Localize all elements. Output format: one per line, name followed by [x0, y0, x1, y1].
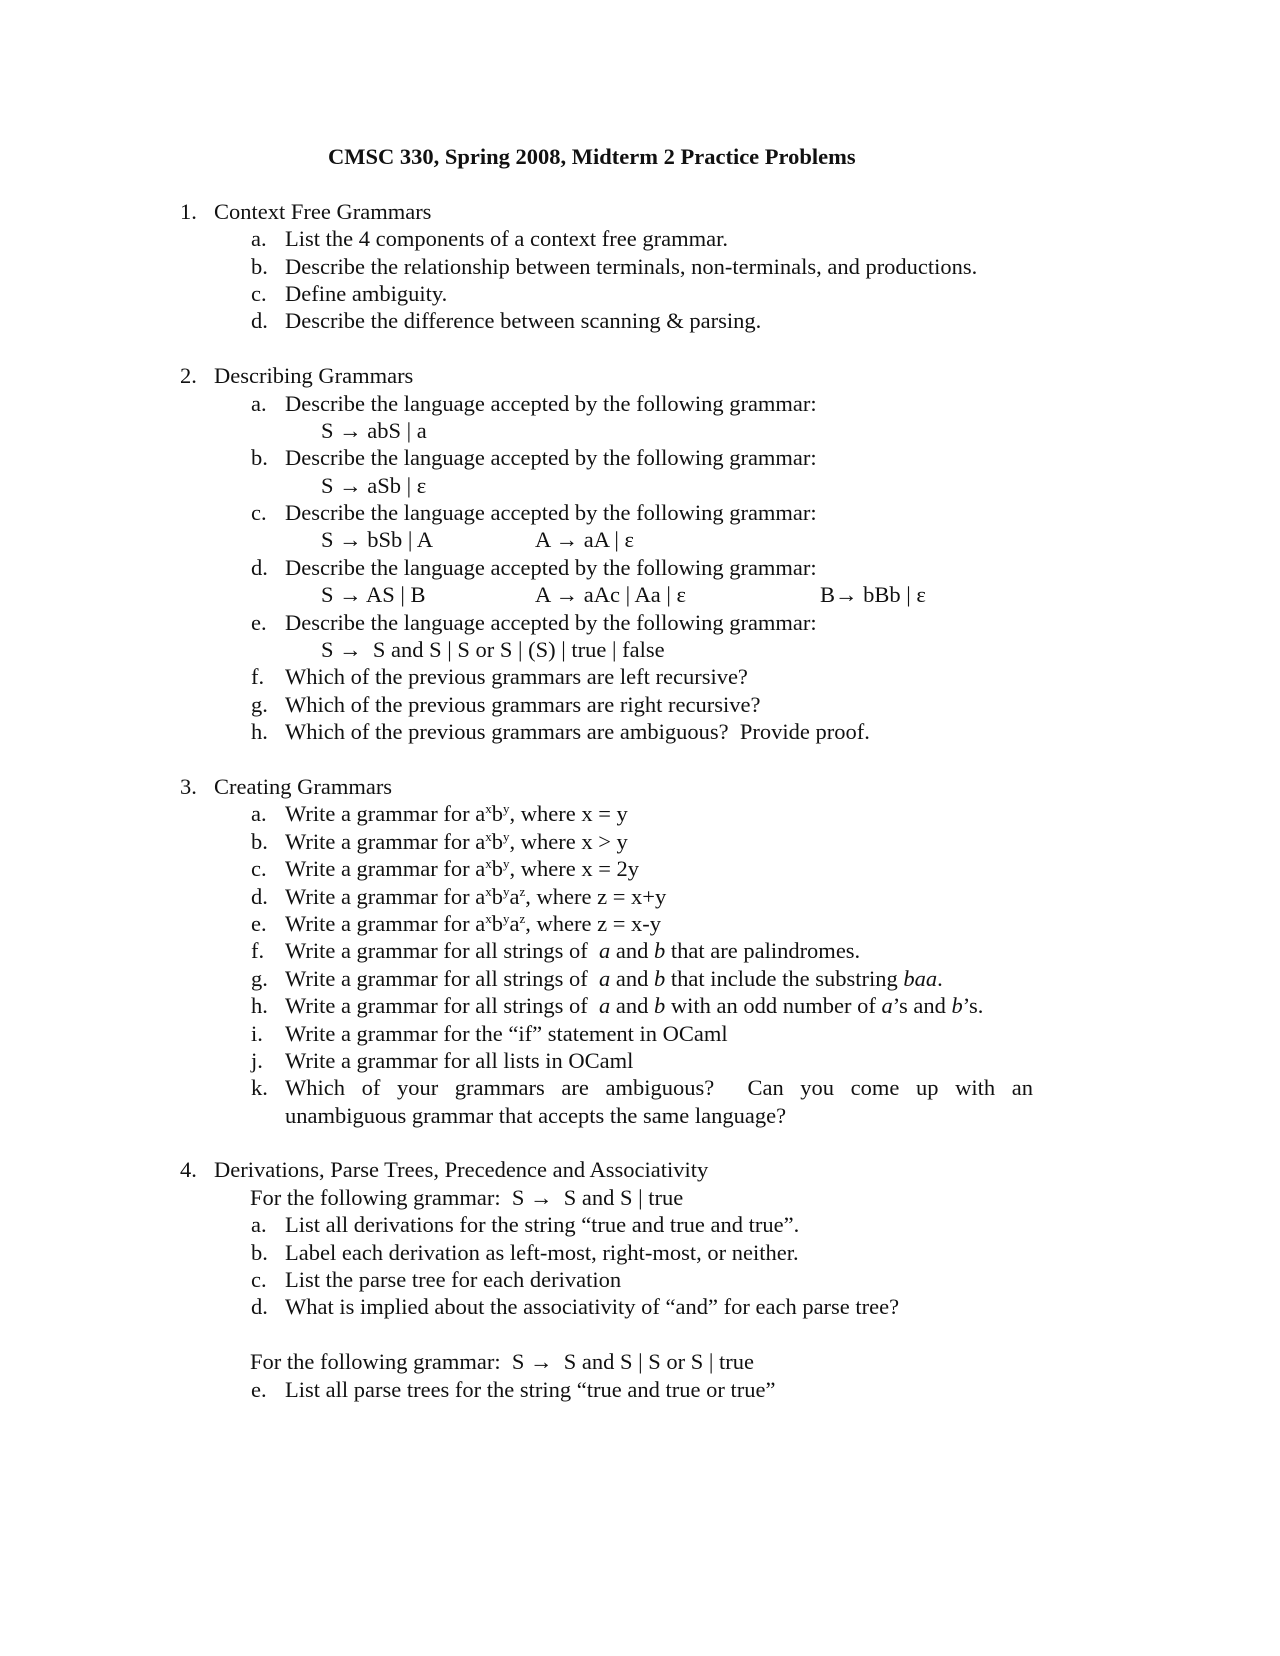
title-line [0, 143, 1280, 170]
text-segment: Describe the language accepted by the following grammar: [285, 609, 817, 635]
item-letter: a. [251, 390, 267, 416]
question-item [0, 1020, 1280, 1047]
item-letter: a. [251, 226, 267, 252]
question-item [0, 390, 1280, 417]
text-segment: Write a grammar for all strings of [285, 993, 599, 1019]
section-title: Describing Grammars [214, 363, 414, 389]
blank-line [0, 335, 1280, 362]
question-item [0, 965, 1280, 992]
item-letter: e. [251, 1376, 267, 1402]
text-segment: , where x > y [509, 828, 628, 854]
text-segment: b [491, 828, 503, 854]
text-segment: a [599, 965, 611, 991]
item-letter: d. [251, 1294, 268, 1320]
item-text [285, 828, 628, 858]
item-text [285, 253, 977, 280]
item-letter: d. [251, 554, 268, 580]
question-item [0, 280, 1280, 307]
grammar-production: S → abS | a [321, 417, 427, 443]
text-segment: with an odd number of [665, 993, 882, 1019]
text-segment: ’s. [962, 993, 984, 1019]
question-item [0, 444, 1280, 471]
question-item [0, 609, 1280, 636]
item-letter: g. [251, 691, 268, 717]
section-number: 3. [180, 773, 197, 799]
item-letter: e. [251, 910, 267, 936]
text-segment: List the 4 components of a context free grammar. [285, 226, 728, 252]
item-text [285, 390, 817, 417]
text-segment: Write a grammar for a [285, 883, 486, 909]
item-text [285, 307, 761, 334]
section-heading [0, 362, 1280, 389]
item-letter: b. [251, 1239, 268, 1265]
document-page [0, 143, 1280, 1430]
question-item [0, 1239, 1280, 1266]
question-item [0, 307, 1280, 334]
text-segment: baa [903, 965, 938, 991]
section-title: Context Free Grammars [214, 198, 432, 224]
text-segment: , where z = x-y [525, 910, 662, 936]
item-letter: b. [251, 445, 268, 471]
text-segment: a [599, 938, 611, 964]
question-item [0, 1376, 1280, 1403]
blank-line [0, 170, 1280, 197]
text-segment: Write a grammar for the “if” statement in OCaml [285, 1020, 728, 1046]
item-letter: a. [251, 1212, 267, 1238]
text-segment: a [881, 993, 893, 1019]
text-segment: Describe the language accepted by the following grammar: [285, 445, 817, 471]
item-text [285, 1074, 1033, 1101]
superscript: y [503, 828, 510, 844]
text-segment: Write a grammar for all strings of [285, 938, 599, 964]
superscript: z [519, 910, 526, 926]
item-text [285, 280, 447, 307]
section-number: 1. [180, 198, 197, 224]
text-segment: Which of the previous grammars are right recursive? [285, 691, 761, 717]
text-segment: b [491, 910, 503, 936]
grammar-intro: For the following grammar: S → S and S | S or S | true [250, 1349, 754, 1375]
item-text [285, 1020, 728, 1047]
text-segment: , where x = 2y [509, 856, 640, 882]
question-item [0, 1266, 1280, 1293]
text-segment: Which of your grammars are ambiguous? Can you come up with an [285, 1075, 1033, 1101]
item-text [285, 992, 983, 1019]
item-letter: c. [251, 856, 267, 882]
item-text [285, 499, 817, 526]
question-item [0, 253, 1280, 280]
text-segment: Describe the relationship between terminals, non-terminals, and productions. [285, 253, 978, 279]
superscript: z [519, 883, 526, 899]
item-text [285, 1211, 799, 1238]
item-text [285, 691, 760, 718]
text-segment: Label each derivation as left-most, right-most, or neither. [285, 1239, 799, 1265]
question-item [0, 691, 1280, 718]
question-item [0, 910, 1280, 937]
text-segment: and [610, 938, 654, 964]
superscript: y [503, 801, 510, 817]
grammar-line [0, 526, 1280, 553]
text-segment: Describe the difference between scanning & parsing. [285, 308, 762, 334]
text-segment: a [509, 910, 520, 936]
item-text [285, 1266, 621, 1293]
item-letter: j. [251, 1047, 263, 1073]
text-segment: Define ambiguity. [285, 280, 448, 306]
item-letter: f. [251, 938, 265, 964]
superscript: x [485, 801, 492, 817]
question-item [0, 499, 1280, 526]
question-item [0, 883, 1280, 910]
text-segment: Write a grammar for all strings of [285, 965, 599, 991]
section-heading [0, 198, 1280, 225]
item-text [285, 855, 639, 885]
text-segment: b [491, 856, 503, 882]
text-segment: Write a grammar for all lists in OCaml [285, 1047, 634, 1073]
superscript: x [485, 883, 492, 899]
superscript: y [503, 910, 510, 926]
text-segment: b [491, 801, 503, 827]
section-number: 2. [180, 363, 197, 389]
grammar-line [0, 636, 1280, 663]
item-text [285, 554, 817, 581]
item-letter: b. [251, 253, 268, 279]
grammar-production: A → aA | ε [535, 527, 634, 553]
text-segment: . [937, 965, 943, 991]
question-item [0, 1211, 1280, 1238]
item-letter: e. [251, 609, 267, 635]
item-text [285, 225, 728, 252]
item-text [285, 1047, 633, 1074]
item-letter: c. [251, 280, 267, 306]
item-letter: a. [251, 801, 267, 827]
item-text [285, 1239, 799, 1266]
blank-line [0, 746, 1280, 773]
grammar-production: S → aSb | ε [321, 472, 427, 498]
text-segment: Describe the language accepted by the following grammar: [285, 500, 817, 526]
section-heading [0, 1156, 1280, 1183]
superscript: x [485, 828, 492, 844]
grammar-production: A → aAc | Aa | ε [535, 582, 686, 608]
item-letter: g. [251, 965, 268, 991]
grammar-line [0, 472, 1280, 499]
text-segment: Which of the previous grammars are left recursive? [285, 664, 748, 690]
item-letter: d. [251, 308, 268, 334]
question-item [0, 1348, 1280, 1375]
section-number: 4. [180, 1157, 197, 1183]
text-segment: b [654, 965, 666, 991]
grammar-intro: For the following grammar: S → S and S | true [250, 1184, 684, 1210]
item-letter: f. [251, 664, 265, 690]
item-text [285, 1293, 899, 1320]
question-item [0, 1293, 1280, 1320]
text-segment: Write a grammar for a [285, 910, 486, 936]
superscript: y [503, 856, 510, 872]
question-item [0, 718, 1280, 745]
blank-line [0, 1129, 1280, 1156]
text-segment: Which of the previous grammars are ambiguous? Provide proof. [285, 719, 870, 745]
text-segment: and [610, 965, 654, 991]
item-text [285, 965, 943, 992]
item-letter: k. [251, 1075, 268, 1101]
text-segment: Write a grammar for a [285, 856, 486, 882]
text-segment: ’s and [892, 993, 952, 1019]
text-segment: Write a grammar for a [285, 801, 486, 827]
grammar-line [0, 581, 1280, 608]
item-text [285, 1376, 775, 1403]
item-text [285, 883, 666, 913]
text-segment: List all derivations for the string “true and true and true”. [285, 1212, 800, 1238]
question-item [0, 828, 1280, 855]
item-text [285, 800, 628, 830]
section-title: Creating Grammars [214, 773, 393, 799]
text-segment: that include the substring [665, 965, 904, 991]
item-letter: h. [251, 719, 268, 745]
item-letter: d. [251, 883, 268, 909]
text-segment: What is implied about the associativity of “and” for each parse tree? [285, 1294, 900, 1320]
text-segment: that are palindromes. [665, 938, 861, 964]
question-item [0, 1184, 1280, 1211]
text-segment: Write a grammar for a [285, 828, 486, 854]
superscript: y [503, 883, 510, 899]
item-text [285, 718, 870, 745]
question-item [0, 855, 1280, 882]
grammar-production: S → AS | B [321, 582, 426, 608]
text-segment: b [654, 938, 666, 964]
text-segment: List all parse trees for the string “true and true or true” [285, 1376, 776, 1402]
text-segment: b [491, 883, 503, 909]
item-letter: h. [251, 993, 268, 1019]
item-text [285, 937, 860, 964]
text-segment: Describe the language accepted by the following grammar: [285, 554, 817, 580]
superscript: x [485, 856, 492, 872]
text-segment: b [951, 993, 963, 1019]
question-item [0, 992, 1280, 1019]
question-item [0, 554, 1280, 581]
section-title: Derivations, Parse Trees, Precedence and Associativity [214, 1157, 709, 1183]
text-segment: and [610, 993, 654, 1019]
item-text [285, 910, 661, 940]
question-item [0, 225, 1280, 252]
text-segment: b [654, 993, 666, 1019]
item-text [285, 609, 817, 636]
question-item [0, 937, 1280, 964]
section-heading [0, 773, 1280, 800]
grammar-production: B→ bBb | ε [820, 582, 926, 608]
item-letter: i. [251, 1020, 263, 1046]
blank-line [0, 1403, 1280, 1430]
question-item [0, 1074, 1280, 1101]
question-item [0, 663, 1280, 690]
question-item [0, 800, 1280, 827]
text-segment: , where x = y [509, 801, 628, 827]
text-segment: a [599, 993, 611, 1019]
item-letter: b. [251, 828, 268, 854]
question-item [0, 1047, 1280, 1074]
grammar-production: S → S and S | S or S | (S) | true | false [321, 637, 665, 663]
text-segment: Describe the language accepted by the following grammar: [285, 390, 817, 416]
item-text [285, 663, 748, 690]
text-segment: a [509, 883, 520, 909]
text-segment: , where z = x+y [525, 883, 667, 909]
superscript: x [485, 910, 492, 926]
question-item [0, 1321, 1280, 1348]
item-letter: c. [251, 500, 267, 526]
item-text-continuation: unambiguous grammar that accepts the same language? [285, 1102, 787, 1128]
text-segment: List the parse tree for each derivation [285, 1267, 622, 1293]
item-letter: c. [251, 1267, 267, 1293]
question-item [0, 1102, 1280, 1129]
grammar-line [0, 417, 1280, 444]
grammar-production: S → bSb | A [321, 527, 434, 553]
page-title: CMSC 330, Spring 2008, Midterm 2 Practice Problems [328, 144, 856, 169]
item-text [285, 444, 817, 471]
